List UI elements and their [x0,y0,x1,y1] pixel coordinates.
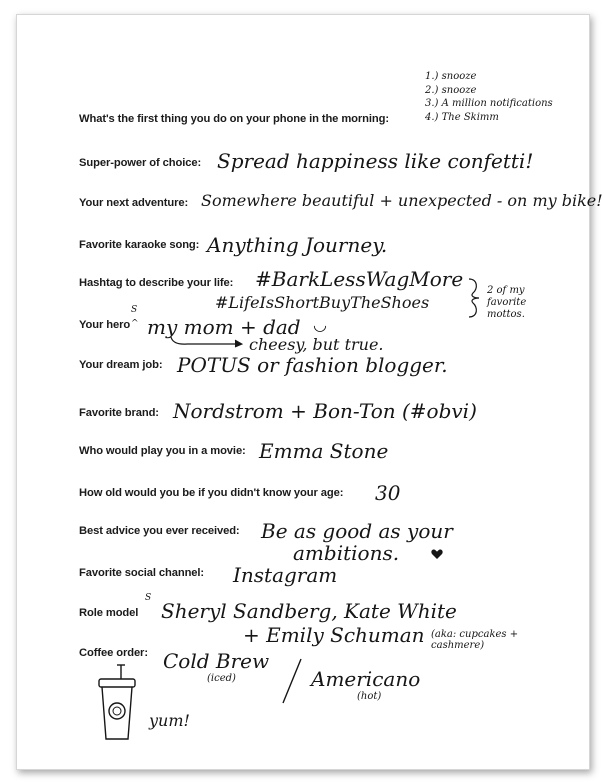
question-brand: Favorite brand: [79,407,159,419]
question-dream-job: Your dream job: [79,359,163,371]
answer-hashtag-2: #LifeIsShortBuyTheShoes [215,293,430,312]
answer-role-2: + Emily Schuman [243,623,425,647]
answer-karaoke: Anything Journey. [207,233,388,257]
answer-social: Instagram [233,563,338,587]
hero-smile-mark: ◡ [313,315,327,334]
hero-plural-mark: S [131,305,138,315]
question-social: Favorite social channel: [79,567,205,579]
answer-movie: Emma Stone [259,439,389,463]
answer-advice-1: Be as good as your [261,519,453,543]
question-advice: Best advice you ever received: [79,525,240,537]
slash-mark [279,657,305,705]
question-coffee: Coffee order: [79,647,148,659]
answer-advice-2: ambitions. [293,541,400,565]
phone-list-item-2: 2.) snooze [425,85,477,96]
questionnaire-sheet [16,14,603,770]
question-karaoke: Favorite karaoke song: [79,239,200,251]
role-note: (aka: cupcakes + cashmere) [431,629,519,651]
question-phone-morning: What's the first thing you do on your phone in the morning: [79,113,389,125]
hero-caret-mark: ^ [131,319,139,329]
curly-brace-mark [466,277,482,319]
question-superpower: Super-power of choice: [79,157,202,169]
answer-brand: Nordstrom + Bon-Ton (#obvi) [173,399,477,423]
coffee-2-note: (hot) [357,691,382,702]
phone-list-item-4: 4.) The Skimm [425,112,499,123]
role-plural-mark: S [145,593,152,603]
answer-superpower: Spread happiness like confetti! [217,149,534,173]
answer-dream-job: POTUS or fashion blogger. [177,353,448,377]
question-hashtag: Hashtag to describe your life: [79,277,234,289]
question-movie: Who would play you in a movie: [79,445,246,457]
answer-age: 30 [375,481,401,505]
yum-note: yum! [149,711,190,730]
coffee-1-note: (iced) [207,673,236,684]
question-role-model: Role model [79,607,139,619]
heart-icon [431,549,443,560]
arrow-mark [167,335,247,349]
question-hero: Your hero [79,319,131,331]
hashtag-note: 2 of my favorite mottos. [487,285,527,320]
coffee-cup-icon [95,663,141,745]
answer-hero: my mom + dad [147,315,301,339]
answer-coffee-2: Americano [311,667,421,691]
answer-adventure: Somewhere beautiful + unexpected - on my bike! [201,191,603,210]
phone-list-item-1: 1.) snooze [425,71,477,82]
hero-note: cheesy, but true. [249,335,384,354]
answer-coffee-1: Cold Brew [163,649,270,673]
phone-list-item-3: 3.) A million notifications [425,98,553,109]
answer-hashtag-1: #BarkLessWagMore [255,267,464,291]
answer-role-1: Sheryl Sandberg, Kate White [161,599,457,623]
question-age: How old would you be if you didn't know your age: [79,487,344,499]
question-adventure: Your next adventure: [79,197,189,209]
